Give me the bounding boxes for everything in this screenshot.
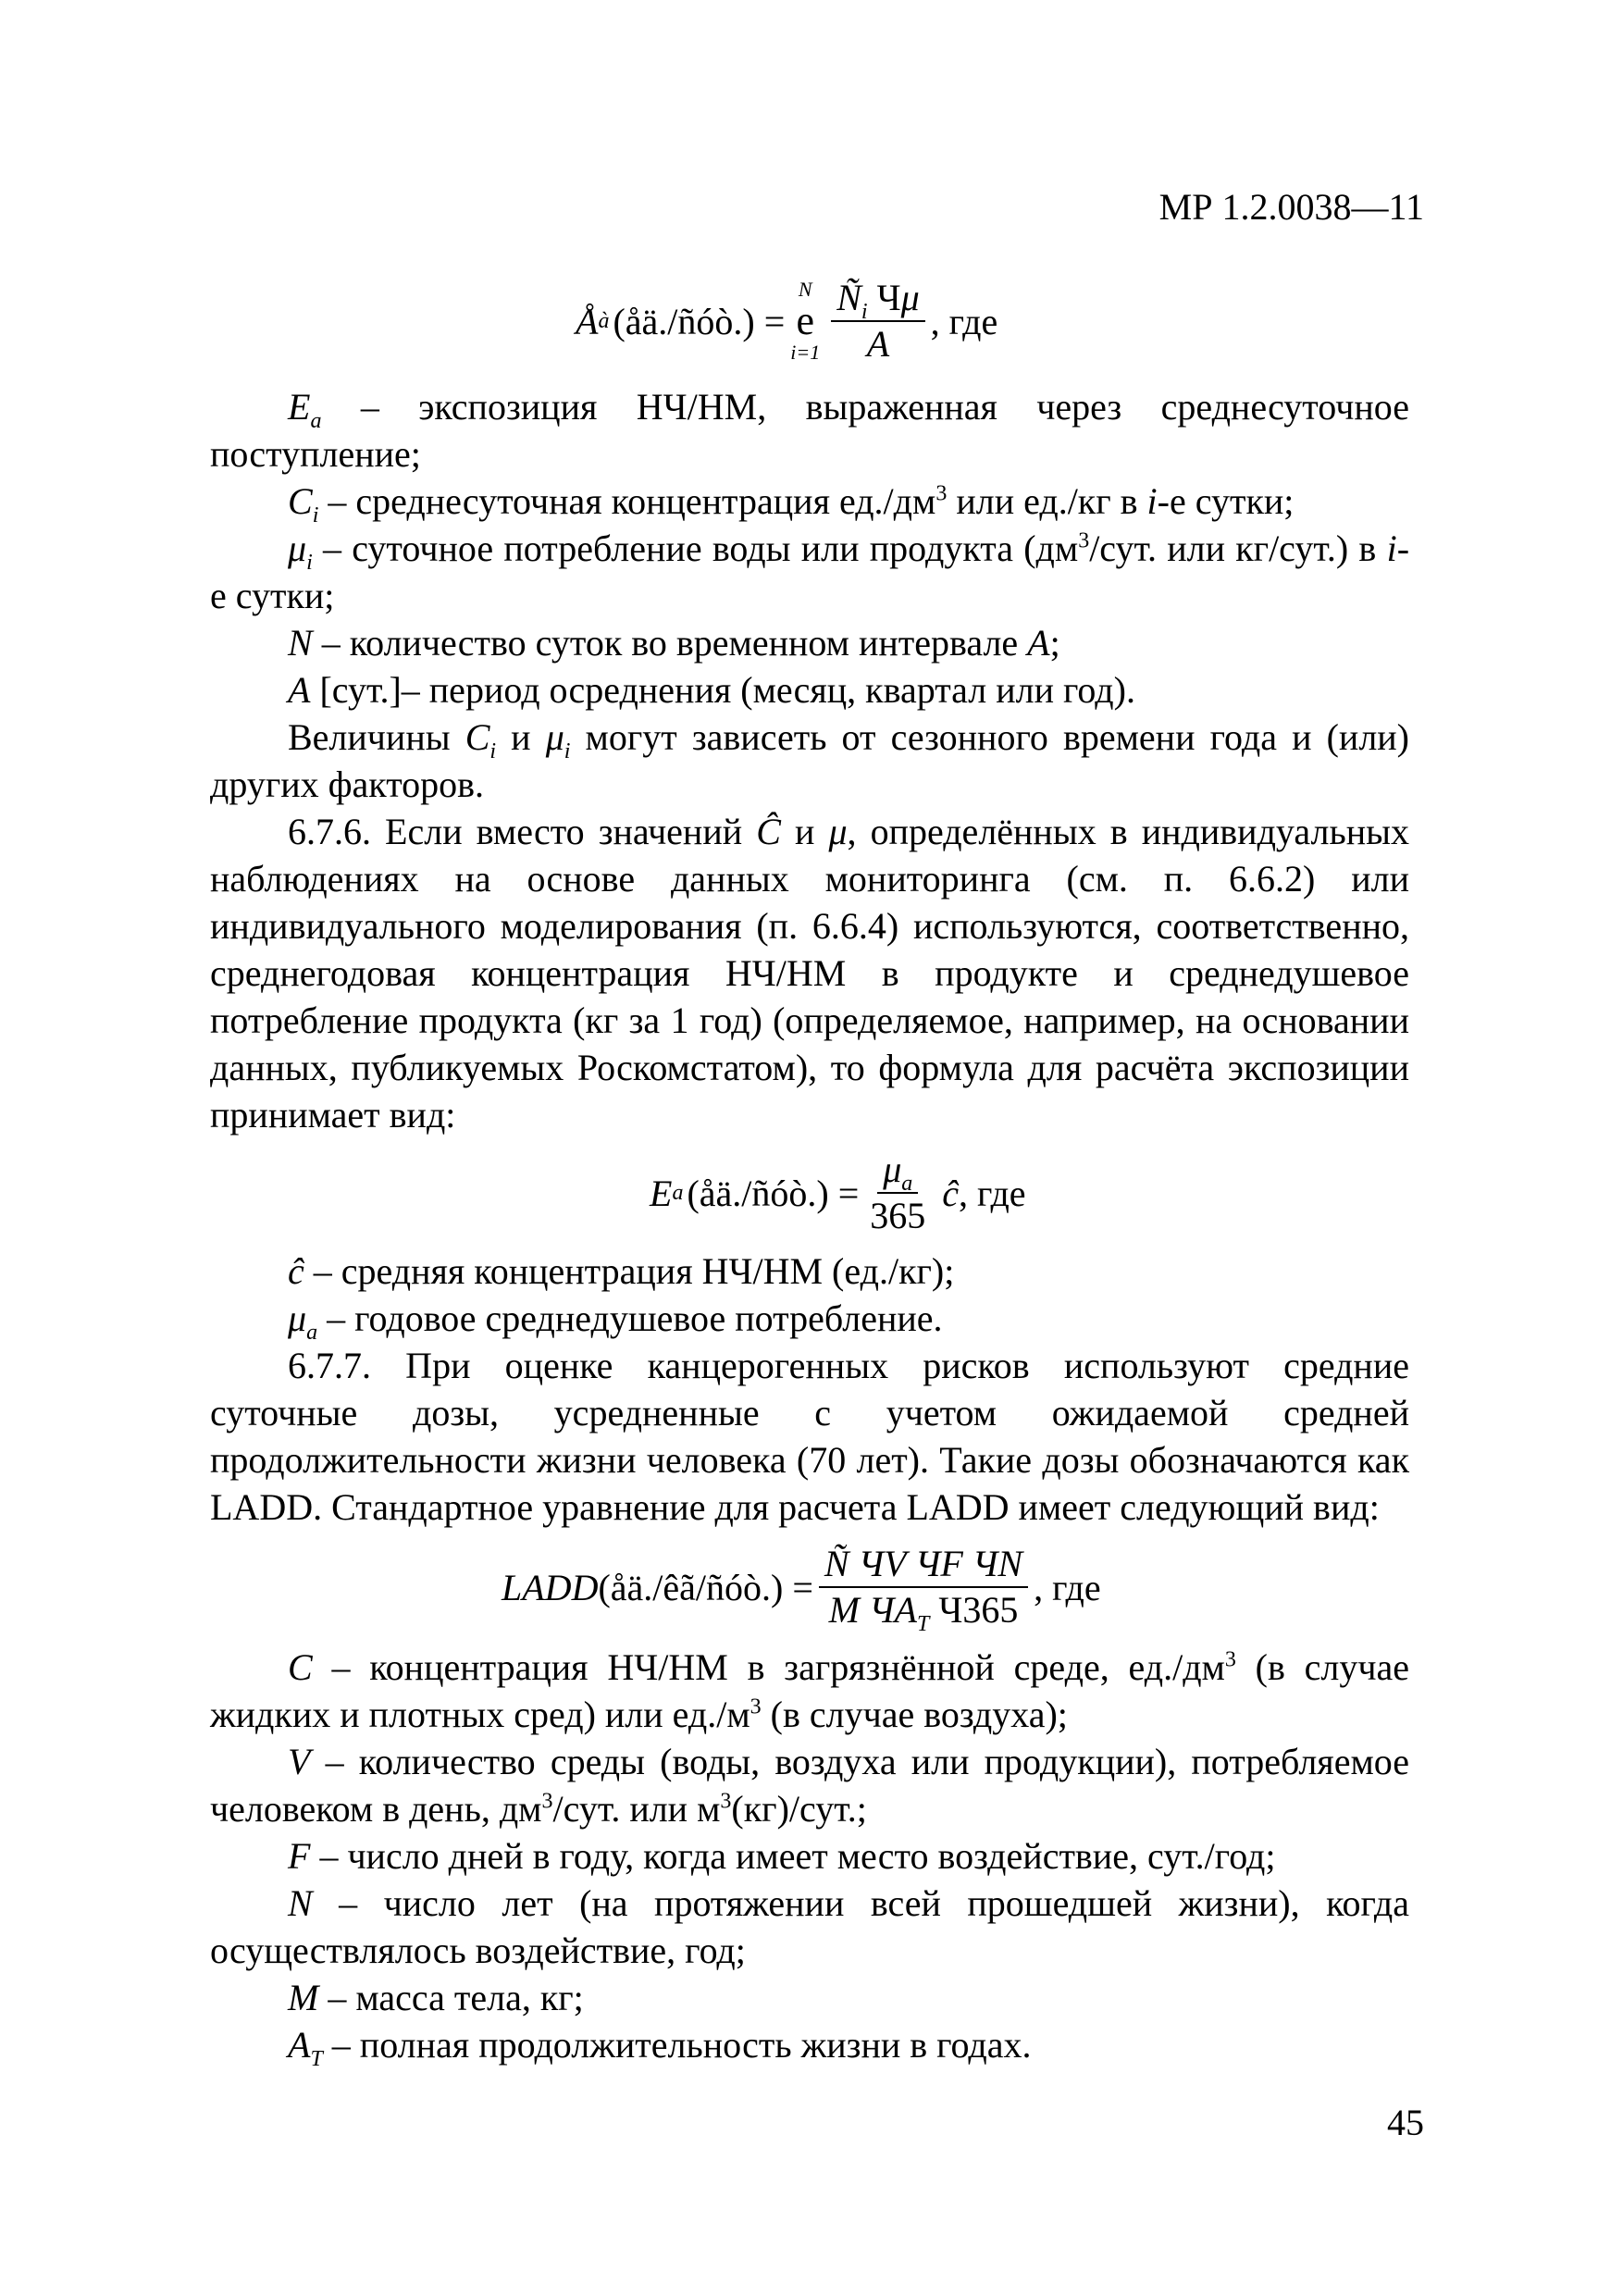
formula3-fraction: $\frac{\text{Ñ ЧV ЧF ЧN}}{M ЧA_T Ч365}$ <box>819 1544 1028 1631</box>
formula1-denominator: A <box>866 323 890 365</box>
formula2-fraction: $\frac{\mu_a}{365}$ <box>870 1148 926 1236</box>
page-header <box>1159 183 1424 230</box>
def-n-years: N – число лет (на протяжении всей прошедшей жизни), когда осуществлялось воздействие, год; <box>210 1882 1409 1971</box>
formula1-numerator: $Ñ_i$ Чμ <box>831 278 924 322</box>
def-c-conc: C – концентрация НЧ/НМ в загрязнённой среде, $ед./дм^3$ (в случае жидких и плотных сред) или $ед./м^3$ (в случае воздуха); <box>210 1646 1410 1735</box>
formula1-fraction <box>831 278 924 365</box>
formula1-lhs: Å <box>576 300 599 342</box>
document-code: МР 1.2.0038—11 <box>1158 186 1424 228</box>
paragraph-values: Величины $C_i$ и $\mu_i$ могут зависеть от сезонного времени года и (или) других факторов. <box>210 716 1410 805</box>
def-ci: $C_i$ – среднесуточная концентрация $ед./дм^3$ или ед./кг в i-е сутки; <box>288 480 1295 527</box>
sum-upper-limit: N <box>798 278 812 301</box>
summation-sign <box>790 279 820 364</box>
formula1-units: (åä./ñóò.) = <box>613 300 786 342</box>
def-mu-a: $\mu_a$ – годовое среднедушевое потребление. <box>288 1297 943 1345</box>
page-number: 45 <box>1387 2102 1424 2143</box>
def-m: M – масса тела, кг; <box>288 1977 584 2018</box>
formula1-suffix: , где <box>930 300 998 342</box>
formula-ladd: LADD (åä./êã/ñóò.) = $\frac{\text{Ñ ЧV ЧF ЧN}}{M ЧA_T Ч365}$ , где <box>502 1543 1101 1636</box>
page-content <box>210 270 1410 2071</box>
def-ea: $E_a$ – экспозиция НЧ/НМ, выраженная через среднесуточное поступление; <box>210 386 1409 475</box>
paragraph-6-7-6: 6.7.6. Если вместо значений Ĉ и μ, определённых в индивидуальных наблюдениях на основе данных мониторинга (см. п. 6.6.2) или индивидуального моделирования (п. 6.6.4) используются, соответственно, среднегодовая концентрация НЧ/НМ в продукте и среднедушевое потребление продукта (кг за 1 год) (определяемое, например, на основании данных, публикуемых Роскомстатом), то формула для расчёта экспозиции принимает вид: <box>210 811 1409 1136</box>
def-n-days: N – количество суток во временном интервале A; <box>288 622 1060 664</box>
sum-symbol: e <box>796 298 815 343</box>
formula-exposure-sum: Å à (åä./ñóò.) = N e i=1 $\frac{Ñ_i Ч\mu}{A}$ , где <box>576 277 998 365</box>
def-v: V – количество среды (воды, воздуха или продукции), потребляемое человеком в день, $дм^3$/сут. или $м^3(кг)$/сут.; <box>210 1741 1409 1830</box>
sum-lower-limit: i=1 <box>790 341 821 364</box>
def-mu-i: $\mu_i$ – суточное потребление воды или продукта ($дм^3$/сут. или кг/сут.) в i-е сутки; <box>210 527 1410 616</box>
formula-exposure-annual: E a (åä./ñóò.) = $\frac{\mu_a}{365}$ ĉ , где <box>650 1148 1026 1236</box>
def-f: F – число дней в году, когда имеет место воздействие, сут./год; <box>288 1835 1276 1877</box>
paragraph-6-7-7: 6.7.7. При оценке канцерогенных рисков используют средние суточные дозы, усредненные с учетом ожидаемой средней продолжительности жизни человека (70 лет). Такие дозы обозначаются как LADD. Стандартное уравнение для расчета LADD имеет следующий вид: <box>210 1345 1409 1528</box>
def-a-period: A [сут.]– период осреднения (месяц, квартал или год). <box>288 669 1135 711</box>
def-c-hat: ĉ – средняя концентрация НЧ/НМ (ед./кг); <box>288 1250 955 1292</box>
def-at: $A_T$ – полная продолжительность жизни в годах. <box>288 2024 1032 2071</box>
